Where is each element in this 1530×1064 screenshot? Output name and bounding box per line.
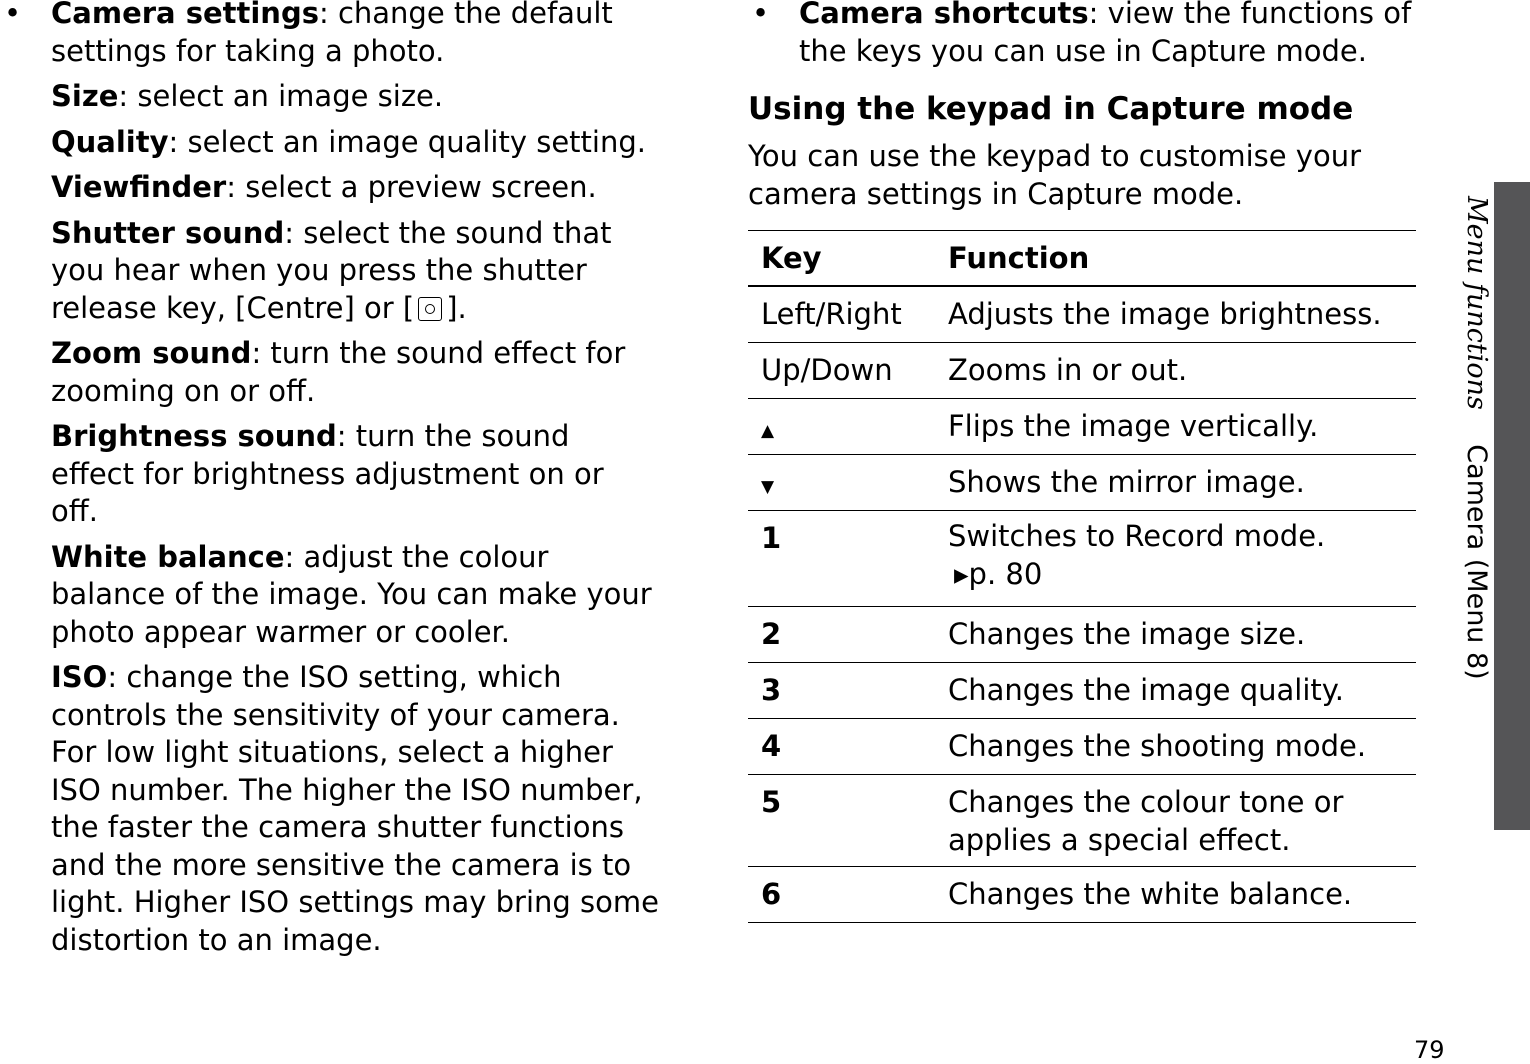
quality-text: : select an image quality setting. [168,124,646,159]
shutter-sound-text-end: ]. [446,290,467,325]
right-column [748,0,1416,923]
function-cell: Adjusts the image brightness. [948,297,1382,331]
key-cell: 4 [748,719,935,775]
table-row [748,719,1416,775]
side-tab-subsection: Camera (Menu 8) [1461,444,1492,680]
key-cell [748,455,935,511]
key-cell: Up/Down [748,343,935,399]
key-cell: Left/Right [761,297,902,331]
shutter-sound-label: Shutter sound [51,215,285,250]
function-cell: Changes the shooting mode. [935,719,1416,775]
table-row [748,607,1416,663]
side-tab-text [1452,196,1492,836]
function-cell: Changes the white balance. [935,867,1416,923]
size-text: : select an image size. [118,79,444,113]
viewfinder-label: Viewfinder [51,170,227,204]
white-balance-label: White balance [51,539,285,574]
key-cell: 1 [748,511,935,607]
key-cell: 2 [748,607,935,663]
function-cell: Zooms in or out. [935,343,1416,399]
quality-label: Quality [51,124,169,159]
function-text: Switches to Record mode. [948,519,1326,553]
camera-settings-text: : change the default settings for taking a photo. [51,0,613,68]
key-function-table [748,230,1416,923]
camera-settings-label: Camera settings [51,0,319,30]
key-cell [748,399,935,455]
key-cell: 5 [748,775,935,867]
table-row [748,399,1416,455]
function-cell: Changes the image size. [935,607,1416,663]
zoom-sound-text: : turn the sound effect for zooming on or off. [51,336,626,408]
iso-item [0,659,666,959]
camera-settings-item [0,0,680,70]
key-cell: 6 [748,867,935,923]
bullet-icon: • [752,0,770,30]
zoom-sound-item [0,335,651,410]
brightness-sound-item [0,418,631,531]
viewfinder-text: : select a preview screen. [226,170,597,204]
white-balance-item [0,539,666,652]
function-cell: Shows the mirror image. [935,455,1416,511]
down-arrow-icon: ▼ [761,477,775,497]
table-row [748,663,1416,719]
key-cell: 3 [748,663,935,719]
table-row [748,511,1416,607]
camera-shortcuts-label: Camera shortcuts [799,0,1089,30]
viewfinder-item [0,169,680,207]
shutter-sound-item [0,215,641,328]
table-row [748,455,1416,511]
table-row [748,867,1416,923]
page-reference: ▸p. 80 [954,557,1043,591]
table-row [748,286,1416,343]
function-cell: Changes the colour tone or applies a special effect. [935,775,1416,867]
table-row [748,775,1416,867]
camera-shortcuts-item [748,0,1429,70]
table-row [748,343,1416,399]
side-tab-section: Menu functions [1461,196,1492,410]
camera-shortcuts-text: : view the functions of the keys you can use in Capture mode. [799,0,1412,68]
function-cell [935,511,1416,607]
white-balance-text: : adjust the colour balance of the image. You can make your photo appear warmer or cooler. [51,539,652,649]
size-item [0,78,680,116]
up-arrow-icon: ▲ [761,421,775,441]
function-cell: Flips the image vertically. [935,399,1416,455]
brightness-sound-label: Brightness sound [51,419,337,453]
iso-text: : change the ISO setting, which controls the sensitivity of your camera. For low light situations, select a higher ISO number. The higher the ISO number, the faster the camera shutter functions and the more sensitive the camera is to light. Higher ISO settings may bring some distortion to an image. [51,660,659,957]
header-key: Key [748,231,935,287]
iso-label: ISO [51,660,108,694]
section-heading: Using the keypad in Capture mode [748,91,1354,127]
brightness-sound-text: : turn the sound effect for brightness adjustment on or off. [51,419,604,528]
function-cell: Changes the image quality. [935,663,1416,719]
zoom-sound-label: Zoom sound [51,336,252,370]
header-function: Function [935,231,1416,287]
shutter-sound-text: : select the sound that you hear when you press the shutter release key, [Centre] or [ [51,215,612,325]
size-label: Size [51,79,119,113]
table-header-row [748,231,1416,287]
intro-text: You can use the keypad to customise your camera settings in Capture mode. [748,139,1362,211]
page-number: 79 [1414,1036,1445,1064]
quality-item [0,124,680,162]
camera-key-icon [418,297,442,321]
left-column [0,0,680,959]
bullet-icon: • [4,0,22,30]
